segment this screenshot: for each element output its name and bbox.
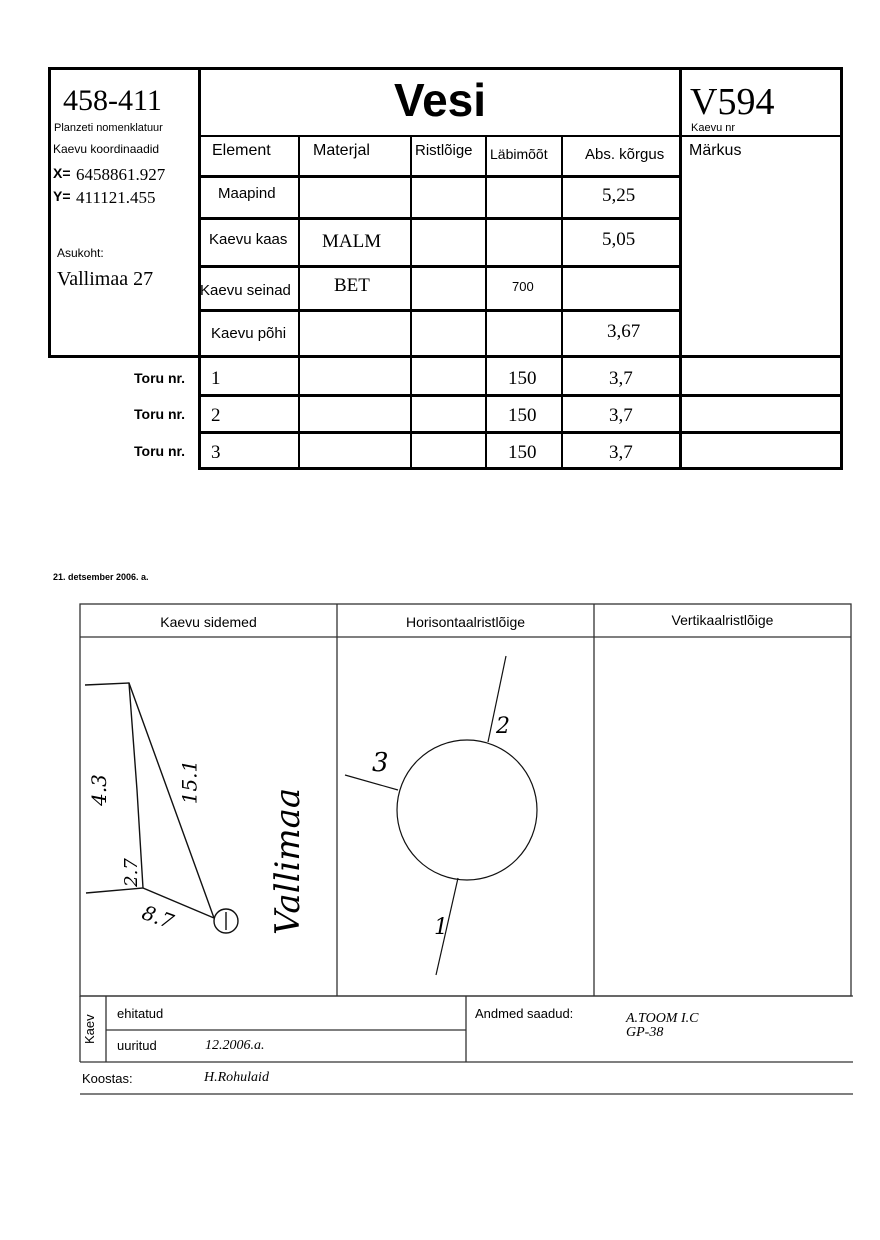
nomenclature-value: 458-411 (63, 84, 162, 117)
distance-annotation: 8.7 (138, 900, 177, 934)
location-value: Vallimaa 27 (57, 268, 154, 290)
well-number-label: Kaevu nr (691, 122, 736, 134)
sketch-header-horizontal: Horisontaalristlõige (405, 614, 526, 630)
pipe-height: 3,7 (609, 405, 633, 426)
col-diameter: Läbimõõt (490, 146, 548, 162)
y-label: Y= (53, 188, 71, 204)
pipe-height: 3,7 (609, 368, 633, 389)
y-value: 411121.455 (76, 188, 156, 207)
nomenclature-label: Planzeti nomenklatuur (54, 122, 163, 134)
row-height: 5,05 (602, 229, 636, 250)
built-label: ehitatud (117, 1006, 164, 1021)
sketch-header-vertical: Vertikaalristlõige (671, 612, 774, 628)
coords-label: Kaevu koordinaadid (53, 142, 160, 156)
compiled-label: Koostas: (82, 1071, 133, 1086)
pipe-height: 3,7 (609, 442, 633, 463)
pipe-diameter: 150 (508, 442, 537, 463)
pipe-label-sketch: 3 (372, 748, 389, 778)
well-number-value: V594 (690, 81, 775, 123)
pipe-label: Toru nr. (134, 370, 186, 386)
distance-annotation: 2.7 (120, 858, 142, 887)
pipe-diameter: 150 (508, 405, 537, 426)
row-element: Kaevu kaas (209, 231, 288, 248)
data-received-code: GP-38 (626, 1025, 664, 1040)
row-material: MALM (322, 231, 382, 252)
pipe-number: 2 (211, 405, 221, 426)
row-height: 5,25 (602, 185, 636, 206)
distance-annotation: 15.1 (177, 759, 202, 805)
row-element: Kaevu seinad (200, 282, 291, 299)
distance-annotation: 4.3 (86, 774, 111, 806)
data-received-value: A.TOOM I.C (626, 1011, 699, 1026)
row-diameter: 700 (512, 279, 534, 294)
row-material: BET (334, 275, 370, 296)
pipe-diameter: 150 (508, 368, 537, 389)
sketch-header-connections: Kaevu sidemed (160, 614, 257, 630)
col-height: Abs. kõrgus (585, 146, 665, 163)
row-element: Maapind (218, 185, 276, 202)
surveyed-value: 12.2006.a. (205, 1038, 265, 1053)
x-value: 6458861.927 (76, 165, 166, 184)
col-remarks: Märkus (689, 142, 742, 159)
document-date: 21. detsember 2006. a. (53, 572, 149, 582)
col-section: Ristlõige (415, 142, 473, 159)
data-received-label: Andmed saadud: (475, 1006, 574, 1021)
pipe-label-sketch: 1 (434, 915, 448, 940)
pipe-number: 3 (211, 442, 221, 463)
col-material: Materjal (313, 142, 370, 159)
pipe-label: Toru nr. (134, 406, 186, 422)
pipe-number: 1 (211, 368, 221, 389)
pipe-label-sketch: 2 (496, 714, 510, 739)
row-element: Kaevu põhi (211, 325, 287, 342)
location-label: Asukoht: (57, 246, 104, 260)
page-title: Vesi (393, 74, 487, 126)
compiled-value: H.Rohulaid (204, 1070, 269, 1085)
col-element: Element (212, 142, 271, 159)
x-label: X= (53, 165, 71, 181)
street-annotation: Vallimaa (268, 787, 308, 935)
kaev-label: Kaev (82, 1014, 97, 1044)
row-height: 3,67 (607, 321, 641, 342)
connections-sketch (85, 683, 238, 933)
pipe-label: Toru nr. (134, 443, 186, 459)
surveyed-label: uuritud (117, 1038, 157, 1053)
